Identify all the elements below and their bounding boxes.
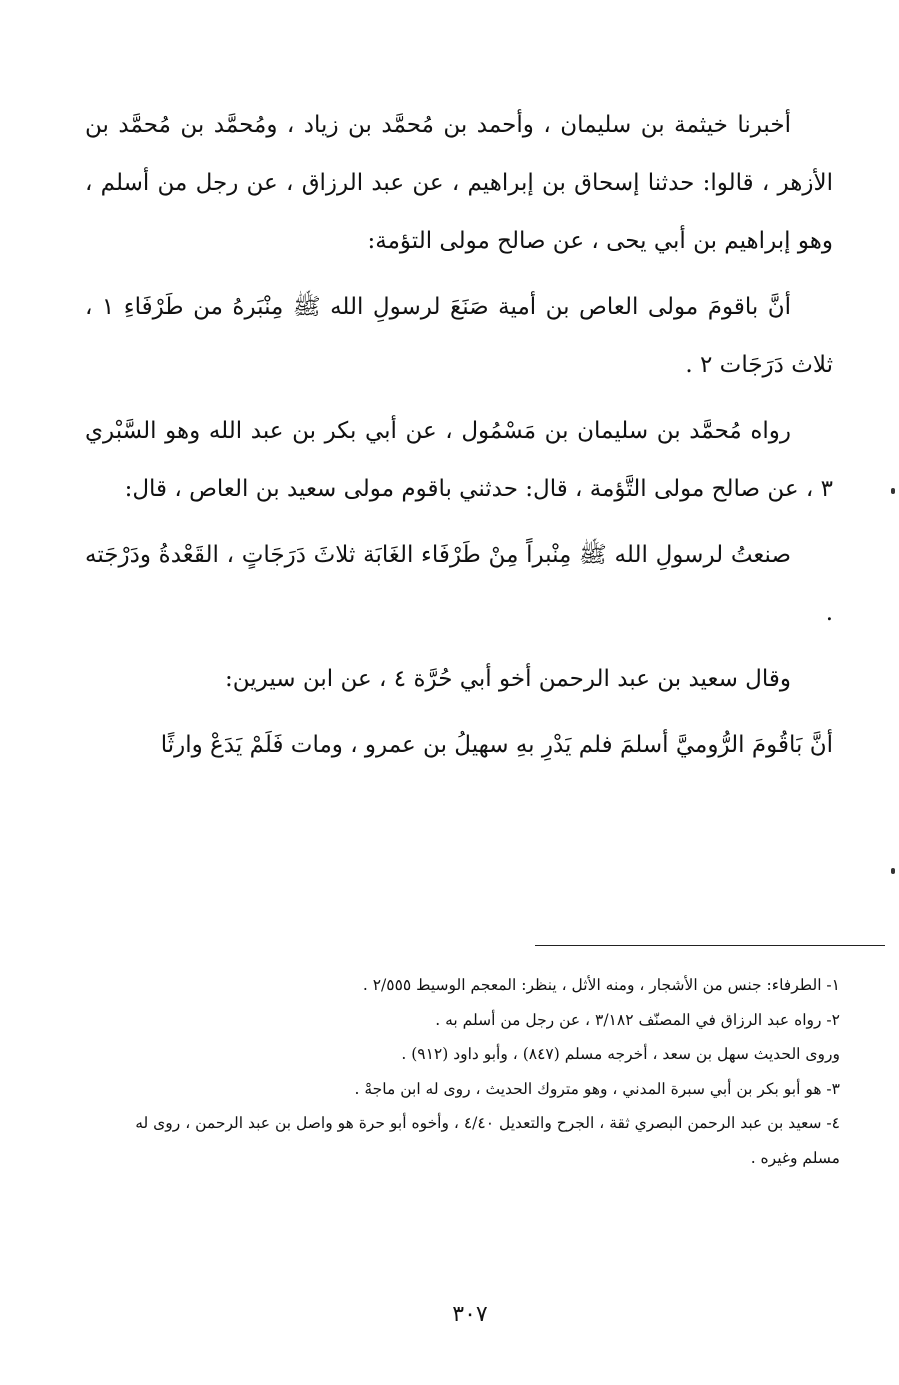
footnote-3: ٣- هو أبو بكر بن أبي سبرة المدني ، وهو متروك الحديث ، روى له ابن ماجهْ .	[354, 1079, 840, 1098]
paragraph-hadith-3: أنَّ بَاقُومَ الرُّوميَّ أسلمَ فلم يَدْرِ بهِ سهيلُ بن عمرو ، ومات فَلَمْ يَدَعْ وارثًا	[160, 732, 833, 758]
footnote-2-continued: وروى الحديث سهل بن سعد ، أخرجه مسلم (٨٤٧) ، وأبو داود (٩١٢) .	[401, 1045, 840, 1063]
paragraph-hadith-2: صنعتُ لرسولِ الله ﷺ مِنْبراً مِنْ طَرْفَاء الغَابَة ثلاثَ دَرَجَاتٍ ، القَعْدةُ ودَرْجَته .	[85, 542, 833, 626]
scan-speck	[891, 488, 895, 494]
footnote-1: ١- الطرفاء: جنس من الأشجار ، ومنه الأثل ، ينظر: المعجم الوسيط ٢/٥٥٥ .	[362, 976, 840, 994]
footnote-4: ٤- سعيد بن عبد الرحمن البصري ثقة ، الجرح والتعديل ٤/٤٠ ، وأخوه أبو حرة هو واصل بن عبد الرحمن ، روى له مسلم وغيره .	[135, 1114, 840, 1167]
paragraph-isnad: أخبرنا خيثمة بن سليمان ، وأحمد بن مُحمَّد بن زياد ، ومُحمَّد بن مُحمَّد بن الأزهر ، قالوا: حدثنا إسحاق بن إبراهيم ، عن عبد الرزاق ، عن رجل من أسلم ، وهو إبراهيم بن أبي يحى ، عن صالح مولى التؤمة:	[85, 112, 833, 254]
paragraph-hadith-1: أنَّ باقومَ مولى العاص بن أمية صَنَعَ لرسولِ الله ﷺ مِنْبَرهُ من طَرْفَاءِ ١ ، ثلاث دَرَجَات ٢ .	[85, 294, 833, 378]
main-text	[85, 96, 833, 782]
page-number: ٣٠٧	[452, 1302, 488, 1327]
paragraph-qala: وقال سعيد بن عبد الرحمن أخو أبي حُرَّة ٤ ، عن ابن سيرين:	[225, 666, 791, 692]
footnotes	[100, 968, 840, 1175]
paragraph-riwaya: رواه مُحمَّد بن سليمان بن مَسْمُول ، عن أبي بكر بن عبد الله وهو السَّبْري ٣ ، عن صالح مولى التَّؤمة ، قال: حدثني باقوم مولى سعيد بن العاص ، قال:	[85, 418, 833, 502]
footnote-separator	[535, 945, 885, 946]
scan-speck	[891, 868, 895, 874]
footnote-2: ٢- رواه عبد الرزاق في المصنّف ٣/١٨٢ ، عن رجل من أسلم به .	[435, 1010, 840, 1029]
